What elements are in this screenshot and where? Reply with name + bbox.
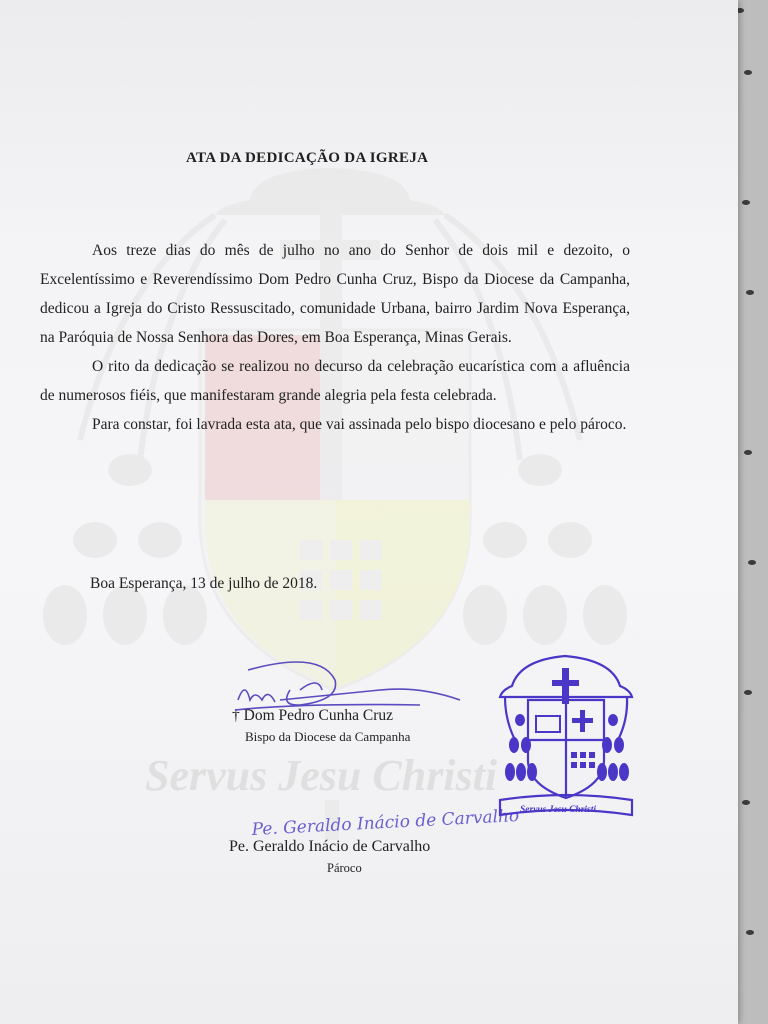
bishop-name: † Dom Pedro Cunha Cruz <box>232 707 394 724</box>
paragraph-closing: Para constar, foi lavrada esta ata, que vai assinada pelo bispo diocesano e pelo pároco. <box>92 416 627 433</box>
watermark-motto: Servus Jesu Christi <box>145 751 498 800</box>
episcopal-stamp <box>500 656 632 815</box>
document-title: ATA DA DEDICAÇÃO DA IGREJA <box>186 150 429 166</box>
bishop-role: Bispo da Diocese da Campanha <box>245 729 411 744</box>
bishop-handwritten-signature <box>235 662 460 710</box>
place-and-date: Boa Esperança, 13 de julho de 2018. <box>90 575 318 592</box>
stamp-motto: Servus Jesu Christi <box>520 805 597 815</box>
paragraph-rite: O rito da dedicação se realizou no decurso da celebração eucarística com a afluência de numerosos fiéis, que manifestaram grande alegria pela festa celebrada. <box>40 358 630 404</box>
priest-handwritten-signature: Pe. Geraldo Inácio de Carvalho <box>251 806 520 840</box>
priest-name: Pe. Geraldo Inácio de Carvalho <box>229 838 431 855</box>
priest-role: Pároco <box>327 861 362 875</box>
paragraph-dedication: Aos treze dias do mês de julho no ano do Senhor de dois mil e dezoito, o Excelentíssimo e Reverendíssimo Dom Pedro Cunha Cruz, Bispo da Diocese da Campanha, dedicou a Igreja do Cristo Ressuscitado, comunidade Urbana, bairro Jardim Nova Esperança, na Paróquia de Nossa Senhora das Dores, em Boa Esperança, Minas Gerais. <box>40 242 630 346</box>
